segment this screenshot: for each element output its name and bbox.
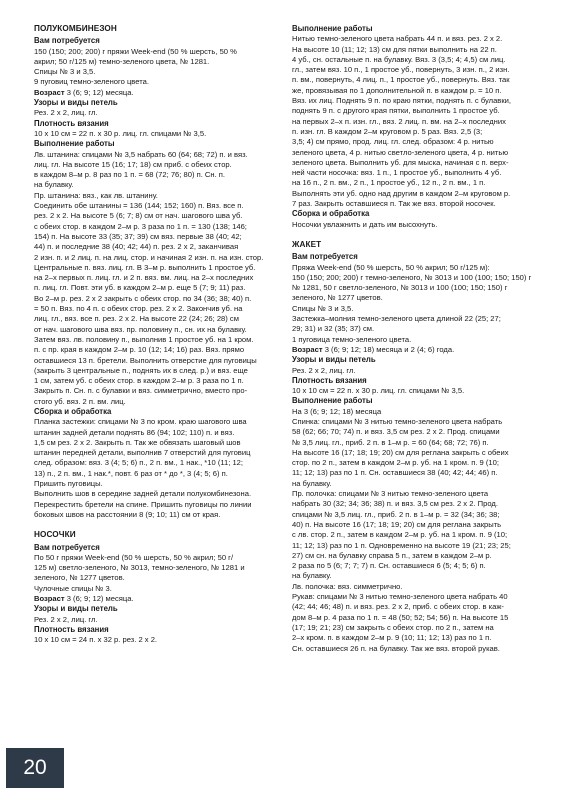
text-line: Пришить пуговицы. <box>34 479 103 489</box>
text-line: 3,5; 4) см прямо, прод. лиц. гл. след. образом: 4 р. нитью <box>292 137 494 147</box>
text-line: лиц. гл., вяз. все п. рез. 2 х 2. На высоте 22 (24; 26; 28) см <box>34 314 239 324</box>
text-line: На высоте 16 (17; 18; 19; 20) см для реглана закрыть с обеих <box>292 447 509 457</box>
jacket-density: 10 х 10 см = 22 п. х 30 р. лиц. гл. спицами № 3,5. <box>292 386 465 396</box>
jacket-work-heading: Выполнение работы <box>292 396 373 406</box>
socks-age-label: Возраст <box>34 594 65 604</box>
text-line: На высоте 10 (11; 12; 13) см для пятки выполнить на 22 п. <box>292 44 497 54</box>
text-line: (17; 19; 21; 23) см закрыть с обеих стор. по 2 п., затем на <box>292 622 494 632</box>
text-line: рез. 2 х 2. На высоте 5 (6; 7; 8) см от нач. шагового шва уб. <box>34 211 243 221</box>
text-line: на 2–х первых п. лиц. гл. и 2 п. вяз. вм. лиц. на 2–х последних <box>34 273 254 283</box>
text-line: Носочки увлажнить и дать им высохнуть. <box>292 219 438 229</box>
text-line: зеленого цвета, 4 р. нитью светло-зеленого цвета, 4 р. нитью <box>292 147 509 157</box>
text-line: на булавку. <box>292 571 332 581</box>
text-line: Закрыть п. Сн. п. с булавки и вяз. симметрично, вместо про- <box>34 386 248 396</box>
text-line: на булавку. <box>292 478 332 488</box>
text-line: стого уб. вяз. 2 п. вм. лиц. <box>34 396 126 406</box>
text-line: 11; 12; 13) раз по 1 п. Сн. оставшиеся 38 (40; 42; 44; 46) п. <box>292 468 498 478</box>
text-line: Планка застежки: спицами № 3 по кром. краю шагового шва <box>34 417 247 427</box>
text-line: лиц. гл. На высоте 15 (16; 17; 18) см приб. с обеих стор. <box>34 159 232 169</box>
text-line: 125 м) светло-зеленого, № 3013, темно-зеленого, № 1281 и <box>34 563 245 573</box>
text-line: 44) п. и последние 38 (40; 42; 44) п. рез. 2 х 2, заканчивая <box>34 242 239 252</box>
page-number: 20 <box>6 748 64 788</box>
socks-title: НОСОЧКИ <box>34 530 76 540</box>
jacket-age-value: 3 (6; 9; 12; 18) месяца и 2 (4; 6) года. <box>322 344 455 354</box>
text-line: Выполнять эти уб. одно над другим в каждом 2–м круговом р. <box>292 188 511 198</box>
text-line: Пряжа Week-end (50 % шерсть, 50 % акрил; 50 г/125 м): <box>292 262 490 272</box>
text-line: (42; 44; 46; 48) п. и вяз. рез. 2 х 2, приб. с обеих стор. в каж- <box>292 602 504 612</box>
jacket-density-heading: Плотность вязания <box>292 375 367 385</box>
romper-age <box>34 88 280 98</box>
socks-assembly-heading: Сборка и обработка <box>292 209 370 219</box>
text-line: дом 8–м р. 4 раза по 1 п. = 48 (50; 52; 54; 56) п. На высоте 15 <box>292 612 509 622</box>
text-line: зеленого, № 1277 цветов. <box>292 293 383 303</box>
text-line: набрать 30 (32; 34; 36; 38) п. и вяз. 3,5 см рез. 2 х 2. Прод. <box>292 499 498 509</box>
text-line: Застежка–молния темно-зеленого цвета длиной 22 (25; 27; <box>292 314 501 324</box>
text-line: Чулочные спицы № 3. <box>34 583 112 593</box>
romper-assembly-text <box>34 417 280 520</box>
text-line: Выполнить шов в середине задней детали полукомбинезона. <box>34 489 252 499</box>
romper-work-heading: Выполнение работы <box>34 139 115 149</box>
text-line: 150 (150; 200; 200) г темно-зеленого, № 3013 и 100 (100; 150; 150) г <box>292 272 532 282</box>
romper-age-label: Возраст <box>34 87 65 97</box>
text-line: след. образом: вяз. 3 (4; 5; 6) п., 2 п. вм., 1 нак., *10 (11; 12; <box>34 458 244 468</box>
text-line: стор. по 2 п., затем в каждом 2–м р. уб. на 1 кром. п. 9 (10; <box>292 458 499 468</box>
text-line: 9 пуговиц темно-зеленого цвета. <box>34 77 149 87</box>
text-line: Спинка: спицами № 3 нитью темно-зеленого цвета набрать <box>292 416 503 426</box>
romper-needed-list <box>34 47 280 88</box>
romper-needed-heading: Вам потребуется <box>34 36 100 46</box>
text-line: зеленого, № 1277 цветов. <box>34 573 125 583</box>
romper-work-text <box>34 150 280 407</box>
romper-density: 10 х 10 см = 22 п. х 30 р. лиц. гл. спицами № 3,5. <box>34 128 207 138</box>
text-line: Спицы № 3 и 3,5. <box>34 67 96 77</box>
text-line: спицами № 3,5 лиц. гл., приб. 2 п. в 1–м р. = 32 (34; 36; 38; <box>292 509 500 519</box>
text-line: 29; 31) и 32 (35; 37) см. <box>292 324 375 334</box>
text-line: 2–х кром. п. в каждом 2–м р. 9 (10; 11; 12; 13) раз по 1 п. <box>292 633 492 643</box>
text-line: По 50 г пряжи Week-end (50 % шерсть, 50 % акрил; 50 г/ <box>34 552 234 562</box>
text-line: Во 2–м р. рез. 2 х 2 закрыть с обеих стор. по 34 (36; 38; 40) п. <box>34 293 252 303</box>
text-line: на 16 п., 2 п. вм., 2 п., 1 простое уб., 12 п., 2 п. вм., 1 п. <box>292 178 486 188</box>
text-line: на булавку. <box>34 180 74 190</box>
romper-patterns-heading: Узоры и виды петель <box>34 98 118 108</box>
jacket-work-text <box>292 407 544 654</box>
text-line: Спицы № 3 и 3,5. <box>292 303 354 313</box>
text-line: 2 раза по 5 (6; 7; 7; 7) п. Сн. оставшиеся 6 (5; 4; 5; 6) п. <box>292 561 486 571</box>
text-line: 1,5 см рез. 2 х 2. Закрыть п. Так же обвязать шаговый шов <box>34 437 241 447</box>
text-line: с обеих стор. в каждом 2–м р. 3 раза по 1 п. = 130 (138; 146; <box>34 221 247 231</box>
text-line: Вяз. их лиц. Поднять 9 п. по краю пятки, поднять п. с булавки, <box>292 96 512 106</box>
text-line: 7 раз. Закрыть оставшиеся п. Так же вяз. второй носочек. <box>292 199 496 209</box>
socks-density-heading: Плотность вязания <box>34 624 109 634</box>
jacket-age <box>292 345 544 355</box>
socks-density: 10 х 10 см = 24 п. х 32 р. рез. 2 х 2. <box>34 635 158 645</box>
jacket-needed-list <box>292 263 544 345</box>
text-line: 11; 12; 13) раз по 1 п. Одновременно на высоте 19 (21; 23; 25; <box>292 540 511 550</box>
socks-patterns-heading: Узоры и виды петель <box>34 604 118 614</box>
text-line: с лв. стор. 2 п., затем в каждом 2–м р. уб. на 1 кром. п. 9 (10; <box>292 530 508 540</box>
text-line: 1 см, затем уб. с обеих стор. в каждом 2–м р. 3 раза по 1 п. <box>34 376 244 386</box>
text-line: Пр. полочка: спицами № 3 нитью темно-зеленого цвета <box>292 489 489 499</box>
romper-title: ПОЛУКОМБИНЕЗОН <box>34 24 117 33</box>
jacket-needed-heading: Вам потребуется <box>292 252 358 262</box>
text-line: Рукав: спицами № 3 нитью темно-зеленого цвета набрать 40 <box>292 592 508 602</box>
socks-work-heading: Выполнение работы <box>292 24 373 33</box>
text-line: на первых 2–х п. изн. гл., вяз. 2 лиц. п. вм. на 2–х последних <box>292 116 506 126</box>
text-line: же, провязывая по 1 дополнительной п. в каждом р. = 10 п. <box>292 85 502 95</box>
text-line: п. вм., повернуть, 4 лиц. п., 1 простое уб., повернуть. Вяз. так <box>292 75 510 85</box>
text-line: 13) п., 2 п. вм., 1 нак.*, повт. 6 раз от * до *, 3 (4; 5; 6) п. <box>34 468 228 478</box>
socks-assembly-text <box>292 220 544 230</box>
text-line: зеленого цвета. Выполнить уб. для мыска, начиная с п. верх- <box>292 157 509 167</box>
text-line: п. лиц. гл. Повт. эти уб. в каждом 2–м р. еще 5 (7; 9; 11) раз. <box>34 283 246 293</box>
text-line: 40) п. На высоте 16 (17; 18; 19; 20) см для реглана закрыть <box>292 519 502 529</box>
text-line: Нитью темно-зеленого цвета набрать 44 п. и вяз. рез. 2 х 2. <box>292 34 503 44</box>
text-line: от нач. шагового шва вяз. пр. половину п., сн. их на булавку. <box>34 324 247 334</box>
text-line: в каждом 8–м р. 8 раз по 1 п. = 68 (72; 76; 80) п. Сн. п. <box>34 170 226 180</box>
text-line: Сн. оставшиеся 26 п. на булавку. Так же вяз. второй рукав. <box>292 643 500 653</box>
romper-density-heading: Плотность вязания <box>34 118 109 128</box>
left-column <box>34 24 280 646</box>
text-line: На 3 (6; 9; 12; 18) месяца <box>292 406 382 416</box>
text-line: 154) п. На высоте 33 (35; 37; 39) см вяз. первые 38 (40; 42; <box>34 231 242 241</box>
text-line: ней части носочка: вяз. 1 п., 1 простое уб., выполнить 4 уб. <box>292 168 502 178</box>
text-line: Перекрестить бретели на спине. Пришить пуговицы по линии <box>34 499 252 509</box>
text-line: 1 пуговица темно-зеленого цвета. <box>292 334 412 344</box>
text-line: Соединить обе штанины = 136 (144; 152; 160) п. Вяз. все п. <box>34 201 244 211</box>
socks-patterns: Рез. 2 х 2, лиц. гл. <box>34 614 98 624</box>
text-line: № 1281, 50 г светло-зеленого, № 3013 и 100 (100; 150; 150) г <box>292 283 508 293</box>
text-line: = 50 п. Вяз. по 4 п. с обеих стор. рез. 2 х 2. Закончив уб. на <box>34 304 243 314</box>
socks-work-text <box>292 34 544 209</box>
socks-age-value: 3 (6; 9; 12) месяца. <box>64 594 134 604</box>
jacket-patterns-heading: Узоры и виды петель <box>292 355 376 365</box>
text-line: поднять 9 п. с другого края пятки, выполнить 1 простое уб. <box>292 106 500 116</box>
text-line: гл., затем вяз. 10 п., 1 простое уб., повернуть, 3 изн. п., 2 изн. <box>292 65 510 75</box>
text-line: 27) см сн. на булавку справа 5 п., затем в каждом 2–м р. <box>292 550 492 560</box>
text-line: Центральные п. вяз. лиц. гл. В 3–м р. выполнить 1 простое уб. <box>34 262 256 272</box>
text-line: 58 (62; 66; 70; 74) п. и вяз. 3,5 см рез. 2 х 2. Прод. спицами <box>292 427 500 437</box>
jacket-title: ЖАКЕТ <box>292 239 322 249</box>
jacket-patterns: Рез. 2 х 2, лиц. гл. <box>292 365 356 375</box>
jacket-age-label: Возраст <box>292 344 323 354</box>
text-line: Затем вяз. лв. половину п., выполнив 1 простое уб. на 1 кром. <box>34 334 254 344</box>
text-line: 2 изн. п. и 2 лиц. п. на лиц. стор. и начиная 2 изн. п. на изн. стор. <box>34 252 264 262</box>
socks-needed-heading: Вам потребуется <box>34 542 100 552</box>
socks-age <box>34 594 280 604</box>
text-line: акрил; 50 г/125 м) темно-зеленого цвета, № 1281. <box>34 56 210 66</box>
text-line: п. с пр. края в каждом 2–м р. 10 (12; 14; 16) раз. Вяз. прямо <box>34 345 245 355</box>
text-line: Лв. полочка: вяз. симметрично. <box>292 581 403 591</box>
text-line: штанин задней детали поднять 86 (94; 102; 110) п. и вяз. <box>34 427 235 437</box>
right-column <box>292 24 544 654</box>
text-line: оставшиеся 13 п. бретели. Выполнить отверстие для пуговицы <box>34 355 257 365</box>
text-line: п. изн. гл. В каждом 2–м круговом р. 5 раз. Вяз. 2,5 (3; <box>292 126 483 136</box>
text-line: № 3,5 лиц. гл., приб. 2 п. в 1–м р. = 60 (64; 68; 72; 76) п. <box>292 437 489 447</box>
text-line: 150 (150; 200; 200) г пряжи Week-end (50 % шерсть, 50 % <box>34 46 237 56</box>
romper-assembly-heading: Сборка и обработка <box>34 406 112 416</box>
socks-needed-list <box>34 553 280 594</box>
text-line: штанин передней детали, выполнив 7 отверстий для пуговиц <box>34 448 251 458</box>
text-line: (закрыть 3 центральные п., поднять их в след. р.) и вяз. еще <box>34 365 248 375</box>
romper-patterns: Рез. 2 х 2, лиц. гл. <box>34 108 98 118</box>
text-line: Лв. штанина: спицами № 3,5 набрать 60 (64; 68; 72) п. и вяз. <box>34 149 248 159</box>
text-line: боковых швов на расстоянии 8 (9; 10; 11) см от края. <box>34 509 221 519</box>
text-line: 4 уб., сн. остальные п. на булавку. Вяз. 3 (3,5; 4; 4,5) см лиц. <box>292 54 506 64</box>
romper-age-value: 3 (6; 9; 12) месяца. <box>64 87 134 97</box>
text-line: Пр. штанина: вяз., как лв. штанину. <box>34 190 158 200</box>
